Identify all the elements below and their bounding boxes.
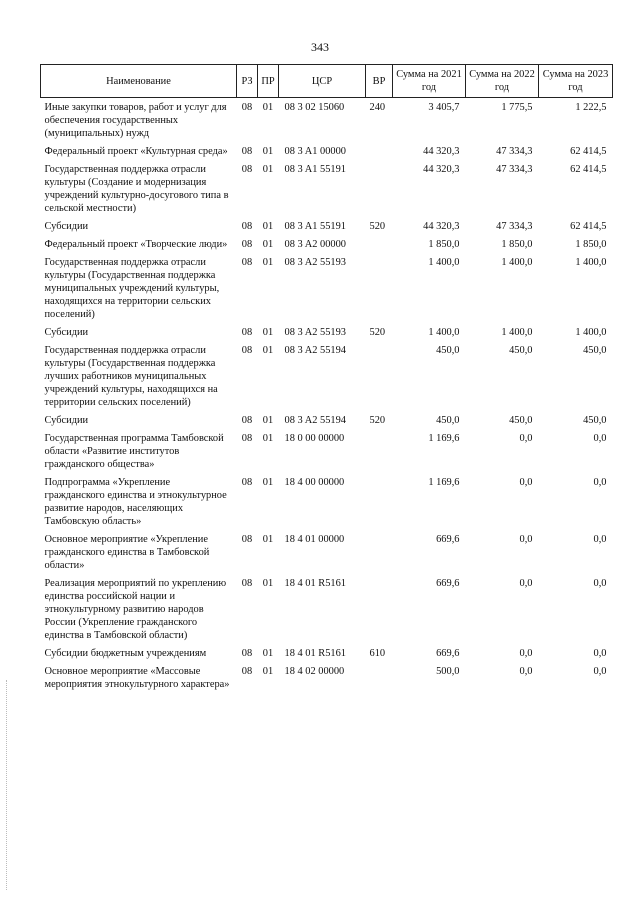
cell-sum-2023: 0,0 (593, 648, 607, 659)
table-row (41, 142, 613, 160)
cell-sum-2021: 44 320,3 (423, 164, 460, 175)
cell-sum-2022: 450,0 (509, 345, 533, 356)
cell-rz: 08 (241, 648, 253, 659)
cell-vr: 520 (369, 327, 386, 338)
cell-sum-2023: 0,0 (593, 477, 607, 488)
cell-vr (366, 662, 393, 693)
cell-sum-2021: 1 169,6 (428, 477, 460, 488)
cell-csr: 08 3 A2 55194 (284, 345, 346, 356)
cell-name: Федеральный проект «Творческие люди» (44, 239, 228, 250)
cell-vr (366, 160, 393, 217)
cell-rz: 08 (241, 477, 253, 488)
cell-csr: 08 3 A2 55194 (284, 415, 346, 426)
cell-sum-2021: 44 320,3 (423, 221, 460, 232)
cell-rz: 08 (241, 345, 253, 356)
cell-pr: 01 (262, 221, 274, 232)
cell-sum-2021: 1 850,0 (428, 239, 460, 250)
cell-csr: 18 4 00 00000 (284, 477, 345, 488)
cell-sum-2022: 0,0 (519, 433, 533, 444)
cell-sum-2023: 0,0 (593, 578, 607, 589)
cell-sum-2023: 62 414,5 (570, 164, 607, 175)
cell-sum-2021: 1 400,0 (428, 257, 460, 268)
table-header-row (41, 65, 613, 98)
header-sum-2022: Сумма на 2022 год (466, 65, 539, 98)
cell-sum-2022: 47 334,3 (496, 164, 533, 175)
cell-sum-2022: 1 850,0 (501, 239, 533, 250)
cell-csr: 18 4 01 R5161 (284, 648, 346, 659)
cell-sum-2021: 500,0 (436, 666, 460, 677)
cell-name: Субсидии (44, 415, 89, 426)
header-csr: ЦСР (279, 65, 366, 98)
table-row (41, 644, 613, 662)
header-pr: ПР (258, 65, 279, 98)
cell-csr: 08 3 A1 55191 (284, 164, 346, 175)
cell-rz: 08 (241, 666, 253, 677)
table-row (41, 341, 613, 411)
cell-name: Субсидии (44, 221, 89, 232)
cell-sum-2022: 1 400,0 (501, 327, 533, 338)
cell-sum-2021: 450,0 (436, 415, 460, 426)
cell-pr: 01 (262, 433, 274, 444)
table-row (41, 429, 613, 473)
cell-pr: 01 (262, 102, 274, 113)
cell-pr: 01 (262, 146, 274, 157)
cell-csr: 18 4 01 00000 (284, 534, 345, 545)
cell-rz: 08 (241, 534, 253, 545)
cell-pr: 01 (262, 415, 274, 426)
page-number: 343 (311, 40, 329, 54)
cell-sum-2022: 0,0 (519, 477, 533, 488)
cell-name: Реализация мероприятий по укреплению единства российской нации и этнокультурному развитию народов России (Укрепление гражданского единства в Тамбовской области) (44, 578, 227, 641)
cell-rz: 08 (241, 164, 253, 175)
cell-sum-2021: 450,0 (436, 345, 460, 356)
header-name: Наименование (41, 65, 237, 98)
cell-vr (366, 341, 393, 411)
cell-vr (366, 429, 393, 473)
cell-rz: 08 (241, 415, 253, 426)
table-row (41, 323, 613, 341)
cell-rz: 08 (241, 146, 253, 157)
header-sum-2023: Сумма на 2023 год (539, 65, 613, 98)
cell-name: Субсидии бюджетным учреждениям (44, 648, 207, 659)
header-rz: РЗ (237, 65, 258, 98)
cell-sum-2023: 0,0 (593, 433, 607, 444)
cell-pr: 01 (262, 257, 274, 268)
cell-vr: 520 (369, 221, 386, 232)
cell-sum-2023: 0,0 (593, 666, 607, 677)
header-vr: ВР (366, 65, 393, 98)
cell-sum-2021: 669,6 (436, 578, 460, 589)
table-row (41, 574, 613, 644)
cell-sum-2023: 1 400,0 (575, 257, 607, 268)
cell-sum-2022: 47 334,3 (496, 221, 533, 232)
cell-sum-2023: 1 850,0 (575, 239, 607, 250)
cell-rz: 08 (241, 327, 253, 338)
cell-sum-2022: 0,0 (519, 648, 533, 659)
table-row (41, 98, 613, 143)
scan-margin-marks (6, 680, 9, 890)
table-row (41, 235, 613, 253)
cell-vr (366, 574, 393, 644)
table-row (41, 662, 613, 693)
cell-csr: 18 4 01 R5161 (284, 578, 346, 589)
cell-sum-2021: 44 320,3 (423, 146, 460, 157)
cell-vr (366, 473, 393, 530)
cell-sum-2021: 1 400,0 (428, 327, 460, 338)
cell-vr: 520 (369, 415, 386, 426)
cell-csr: 08 3 A1 55191 (284, 221, 346, 232)
cell-sum-2021: 3 405,7 (428, 102, 460, 113)
cell-vr: 240 (369, 102, 386, 113)
cell-sum-2022: 47 334,3 (496, 146, 533, 157)
cell-pr: 01 (262, 666, 274, 677)
table-row (41, 411, 613, 429)
cell-vr (366, 253, 393, 323)
cell-csr: 08 3 A2 55193 (284, 257, 346, 268)
cell-pr: 01 (262, 239, 274, 250)
cell-name: Государственная программа Тамбовской области «Развитие институтов гражданского общества» (44, 433, 224, 470)
cell-name: Государственная поддержка отрасли культуры (Государственная поддержка муниципальных учреждений культуры, находящихся на территории сельских поселений) (44, 257, 220, 320)
cell-sum-2022: 450,0 (509, 415, 533, 426)
cell-vr (366, 530, 393, 574)
cell-sum-2021: 669,6 (436, 534, 460, 545)
cell-pr: 01 (262, 477, 274, 488)
cell-sum-2021: 669,6 (436, 648, 460, 659)
cell-pr: 01 (262, 345, 274, 356)
cell-sum-2022: 1 775,5 (501, 102, 533, 113)
cell-vr: 610 (369, 648, 386, 659)
cell-rz: 08 (241, 239, 253, 250)
cell-name: Государственная поддержка отрасли культуры (Создание и модернизация учреждений культурно-досугового типа в сельской местности) (44, 164, 229, 214)
cell-name: Основное мероприятие «Укрепление гражданского единства в Тамбовской области» (44, 534, 210, 571)
cell-csr: 08 3 A1 00000 (284, 146, 346, 157)
budget-table (40, 64, 613, 693)
cell-csr: 08 3 A2 55193 (284, 327, 346, 338)
cell-name: Государственная поддержка отрасли культуры (Государственная поддержка лучших работников муниципальных учреждений культуры, находящихся на территории сельских поселений) (44, 345, 218, 408)
cell-sum-2023: 450,0 (583, 345, 607, 356)
cell-sum-2021: 1 169,6 (428, 433, 460, 444)
cell-csr: 08 3 02 15060 (284, 102, 345, 113)
cell-rz: 08 (241, 578, 253, 589)
cell-sum-2023: 62 414,5 (570, 146, 607, 157)
table-row (41, 160, 613, 217)
cell-pr: 01 (262, 648, 274, 659)
cell-sum-2022: 0,0 (519, 666, 533, 677)
cell-pr: 01 (262, 164, 274, 175)
cell-sum-2023: 1 222,5 (575, 102, 607, 113)
cell-sum-2023: 0,0 (593, 534, 607, 545)
cell-name: Основное мероприятие «Массовые мероприятия этнокультурного характера» (44, 666, 230, 690)
cell-sum-2022: 1 400,0 (501, 257, 533, 268)
table-row (41, 530, 613, 574)
cell-csr: 08 3 A2 00000 (284, 239, 346, 250)
cell-sum-2023: 1 400,0 (575, 327, 607, 338)
cell-name: Подпрограмма «Укрепление гражданского единства и этнокультурное развитие народов, населяющих Тамбовскую область» (44, 477, 227, 527)
table-row (41, 473, 613, 530)
table-row (41, 217, 613, 235)
cell-vr (366, 235, 393, 253)
cell-sum-2022: 0,0 (519, 534, 533, 545)
cell-sum-2023: 62 414,5 (570, 221, 607, 232)
cell-csr: 18 0 00 00000 (284, 433, 345, 444)
cell-sum-2022: 0,0 (519, 578, 533, 589)
cell-csr: 18 4 02 00000 (284, 666, 345, 677)
cell-pr: 01 (262, 534, 274, 545)
cell-sum-2023: 450,0 (583, 415, 607, 426)
header-sum-2021: Сумма на 2021 год (393, 65, 466, 98)
table-row (41, 253, 613, 323)
cell-rz: 08 (241, 257, 253, 268)
cell-name: Иные закупки товаров, работ и услуг для обеспечения государственных (муниципальных) нужд (44, 102, 227, 139)
cell-rz: 08 (241, 433, 253, 444)
cell-rz: 08 (241, 221, 253, 232)
cell-pr: 01 (262, 327, 274, 338)
cell-pr: 01 (262, 578, 274, 589)
cell-rz: 08 (241, 102, 253, 113)
cell-name: Субсидии (44, 327, 89, 338)
cell-vr (366, 142, 393, 160)
cell-name: Федеральный проект «Культурная среда» (44, 146, 228, 157)
